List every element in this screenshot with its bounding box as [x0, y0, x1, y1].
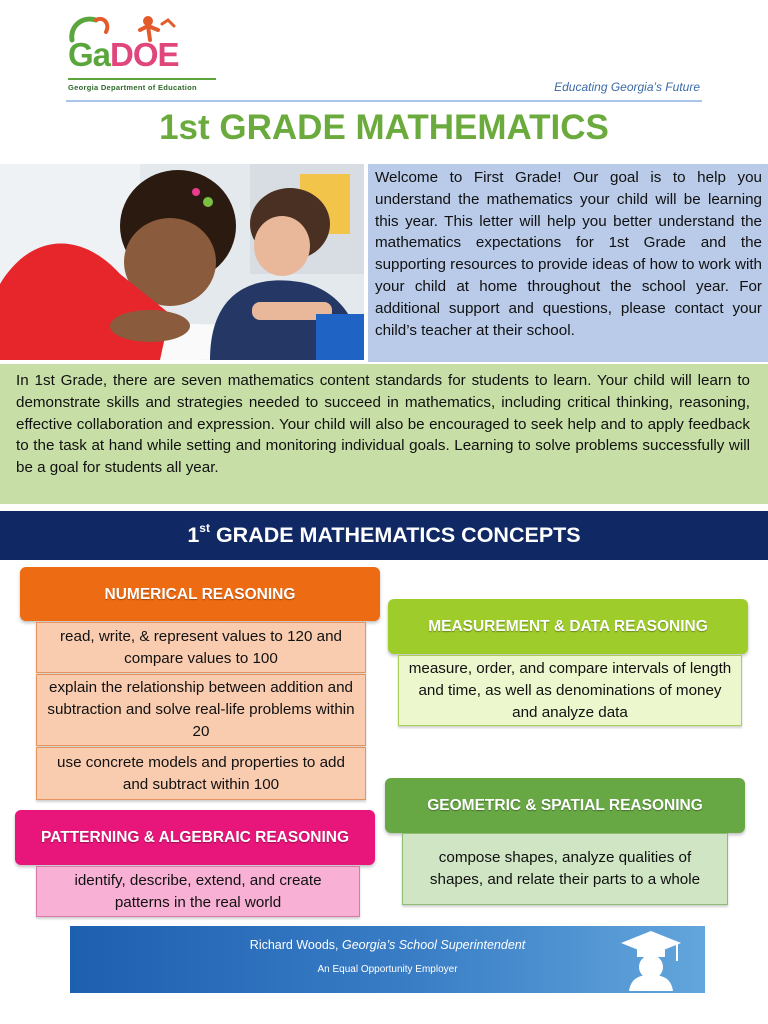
measurement-item: measure, order, and compare intervals of length and time, as well as denominations of money and analyze data: [398, 655, 742, 726]
logo-subtitle: Georgia Department of Education: [68, 83, 197, 92]
standards-paragraph: In 1st Grade, there are seven mathematics content standards for students to learn. Your child will learn to demonstrate skills and strategies needed to succeed in mathematics, including critical thinking, reasoning, effective collaboration and expression. Your child will also be encouraged to seek help and to apply feedback to the task at hand while setting and monitoring individual goals. Learning to solve problems successfully will be a goal for students all year.: [0, 364, 768, 504]
intro-paragraph: Welcome to First Grade! Our goal is to help you understand the mathematics your child will be learning this year. This letter will help you better understand the mathematics expectations for 1st Grade and the supporting resources to provide ideas of how to work with your child at home throughout the school year. For additional support and questions, please contact your child’s teacher at their school.: [368, 164, 768, 362]
numerical-reasoning-header: NUMERICAL REASONING: [20, 567, 380, 621]
children-photo: [0, 164, 364, 360]
concepts-banner: [0, 511, 768, 560]
banner-text: GRADE MATHEMATICS CONCEPTS: [209, 523, 581, 547]
equal-opportunity-line: An Equal Opportunity Employer: [317, 964, 458, 975]
graduate-icon: [619, 929, 683, 991]
logo-rule: [68, 78, 216, 80]
numerical-item: explain the relationship between addition and subtraction and solve real-life problems within 20: [36, 674, 366, 746]
logo-wordmark: GaDOE: [68, 36, 179, 73]
numerical-item: use concrete models and properties to add and subtract within 100: [36, 747, 366, 800]
page-title: 1st GRADE MATHEMATICS: [159, 108, 609, 147]
numerical-item: read, write, & represent values to 120 and compare values to 100: [36, 622, 366, 673]
geometric-item: compose shapes, analyze qualities of shapes, and relate their parts to a whole: [402, 833, 728, 905]
footer-banner: [70, 926, 705, 993]
banner-suffix: st: [199, 521, 210, 535]
banner-number: 1: [187, 523, 200, 547]
patterning-item: identify, describe, extend, and create patterns in the real world: [36, 866, 360, 917]
measurement-data-header: MEASUREMENT & DATA REASONING: [388, 599, 748, 654]
header-divider: [66, 100, 702, 102]
gadoe-logo: [66, 14, 218, 94]
patterning-algebraic-header: PATTERNING & ALGEBRAIC REASONING: [15, 810, 375, 865]
tagline: Educating Georgia’s Future: [554, 80, 700, 94]
geometric-spatial-header: GEOMETRIC & SPATIAL REASONING: [385, 778, 745, 833]
superintendent-line: Richard Woods, Georgia’s School Superintendent: [249, 938, 526, 952]
